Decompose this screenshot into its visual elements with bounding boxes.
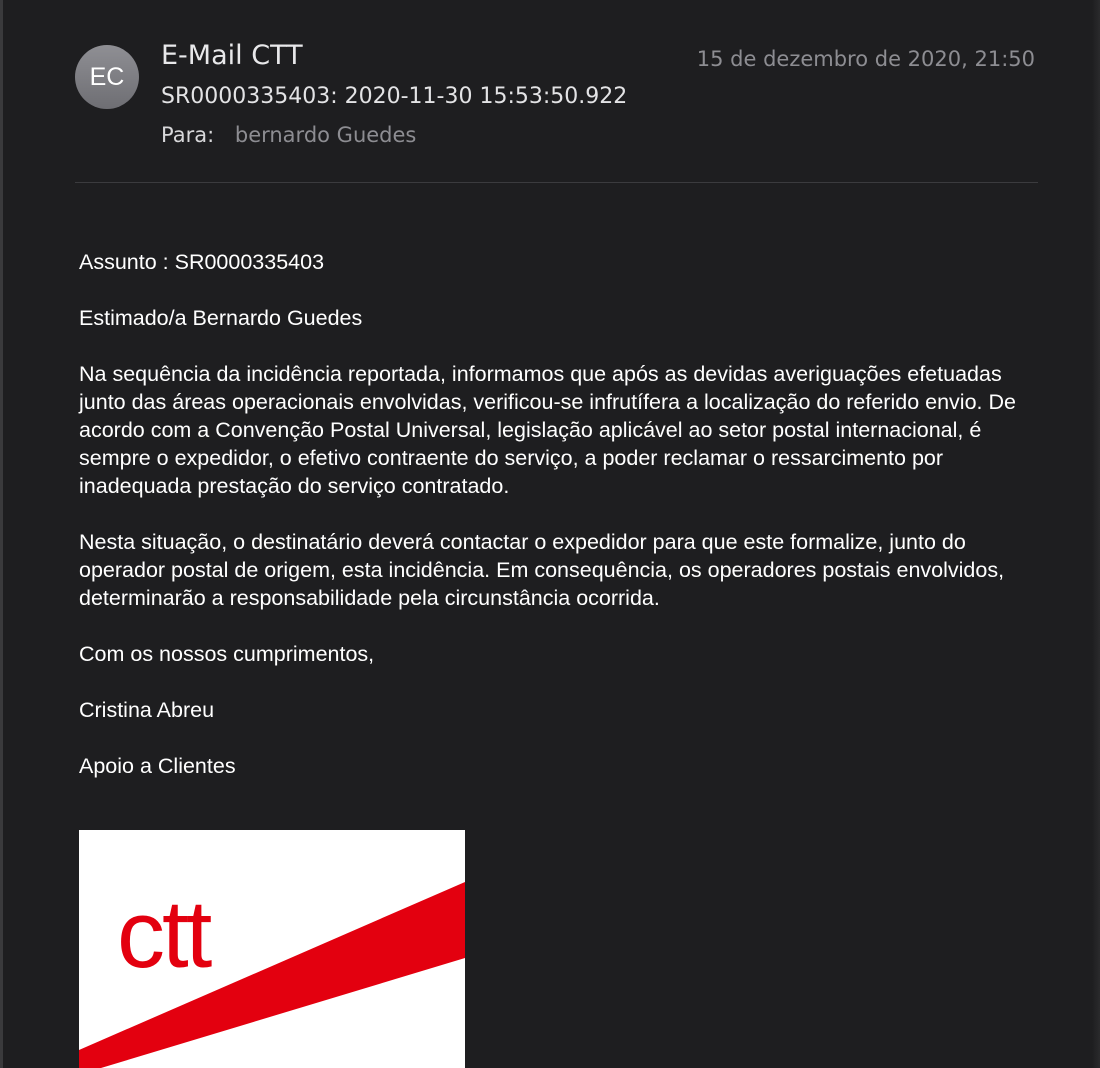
sender-name[interactable]: E-Mail CTT [161, 40, 303, 71]
recipient-name[interactable]: bernardo Guedes [234, 123, 417, 147]
body-paragraph-2: Nesta situação, o destinatário deverá contactar o expedidor para que este formalize, junto do operador postal de origem, esta incidência. Em consequência, os operadores postais envolvidos, determinarão a responsabilidade pela circunstância ocorrida. [79, 530, 1005, 610]
body-greeting: Estimado/a Bernardo Guedes [79, 306, 363, 330]
recipient-row [161, 123, 416, 147]
email-date: 15 de dezembro de 2020, 21:50 [696, 47, 1035, 71]
body-assunto: Assunto : SR0000335403 [79, 250, 325, 274]
email-body [79, 248, 1054, 808]
avatar-initials: EC [89, 62, 125, 91]
ctt-logo-graphic [79, 830, 465, 1068]
header-divider [75, 182, 1038, 183]
sender-avatar[interactable] [75, 45, 139, 109]
recipient-label: Para: [161, 123, 215, 147]
email-subject: SR0000335403: 2020-11-30 15:53:50.922 [161, 84, 628, 109]
ctt-logo [79, 830, 465, 1068]
body-paragraph-1: Na sequência da incidência reportada, informamos que após as devidas averiguações efetuadas junto das áreas operacionais envolvidas, verificou-se infrutífera a localização do referido envio. De acordo com a Convenção Postal Universal, legislação aplicável ao setor postal internacional, é sempre o expedidor, o efetivo contraente do serviço, a poder reclamar o ressarcimento por inadequada prestação do serviço contratado. [79, 362, 1016, 498]
window-edge [1092, 0, 1100, 1068]
signature-department: Apoio a Clientes [79, 754, 236, 778]
signature-name: Cristina Abreu [79, 698, 215, 722]
body-closing: Com os nossos cumprimentos, [79, 642, 375, 666]
logo-wordmark: ctt [117, 881, 210, 988]
